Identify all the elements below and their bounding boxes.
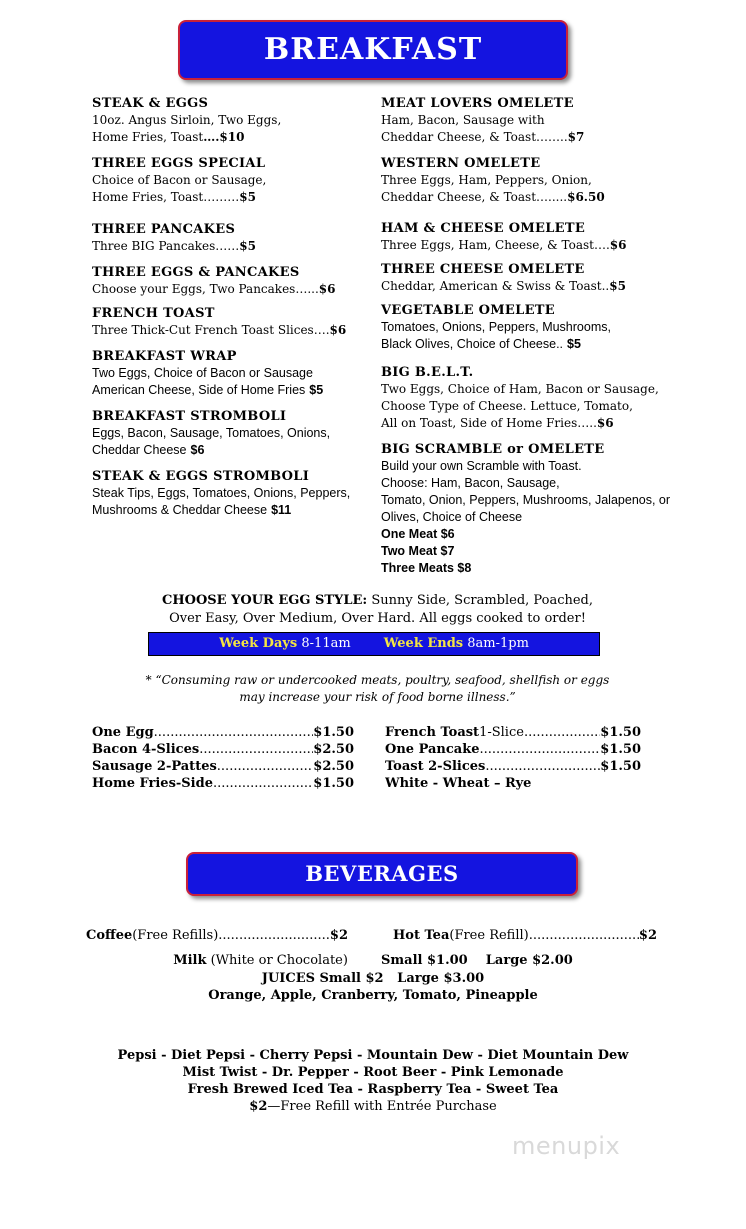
side-item-name: French Toast	[385, 725, 480, 740]
meat-option: Two Meat $7	[381, 544, 455, 558]
item-description	[381, 458, 681, 577]
hot-tea-row	[393, 927, 657, 944]
side-item-price: $2.50	[313, 742, 354, 757]
description-line: Build your own Scramble with Toast.	[381, 459, 582, 473]
soda-line-3-text: Fresh Brewed Iced Tea - Raspberry Tea - Sweet Tea	[187, 1082, 559, 1097]
side-item-price: $1.50	[313, 776, 354, 791]
item-description	[92, 172, 372, 206]
bread-options-row	[385, 775, 641, 792]
side-item-price: $1.50	[600, 759, 641, 774]
item-price: $5	[309, 383, 324, 397]
menu-item	[381, 365, 681, 432]
item-price: ….$10	[203, 130, 245, 144]
description-line: Tomato, Onion, Peppers, Mushrooms, Jalapenos, or	[381, 493, 671, 507]
juice-list	[0, 987, 746, 1004]
egg-style-label: CHOOSE YOUR EGG STYLE:	[161, 593, 368, 608]
egg-style-options-2: Over Easy, Over Medium, Over Hard. All eggs cooked to order!	[169, 611, 586, 626]
description-line: 10oz. Angus Sirloin, Two Eggs,	[92, 113, 282, 127]
breakfast-left-column	[92, 96, 372, 529]
side-item-row	[92, 758, 354, 775]
menu-item-scramble	[381, 442, 681, 577]
soda-price-row	[0, 1098, 746, 1115]
item-price: $5	[239, 190, 256, 204]
side-item-name: Sausage 2-Pattes	[92, 759, 217, 774]
watermark-logo: menupix	[512, 1132, 621, 1160]
side-item-row	[385, 758, 641, 775]
item-price: $5	[567, 337, 581, 351]
menu-item	[92, 306, 372, 339]
description-line: Steak Tips, Eggs, Tomatoes, Onions, Peppers,	[92, 486, 351, 500]
hot-tea-sub: (Free Refill)	[449, 928, 529, 943]
item-price: $6	[596, 416, 614, 430]
item-description	[92, 112, 372, 146]
side-item-row	[92, 741, 354, 758]
item-price: $6.50	[567, 190, 605, 204]
description-line: Two Eggs, Choice of Bacon or Sausage	[92, 366, 313, 380]
item-name: STEAK & EGGS	[92, 96, 209, 111]
juice-list-text: Orange, Apple, Cranberry, Tomato, Pineapple	[208, 988, 538, 1003]
milk-row	[0, 952, 746, 969]
description-line: Three BIG Pancakes……	[92, 239, 240, 253]
item-price: $11	[271, 503, 292, 517]
item-description	[92, 485, 372, 519]
bread-options: White - Wheat – Rye	[385, 776, 532, 791]
item-name: THREE CHEESE OMELETE	[381, 262, 585, 277]
description-line: All on Toast, Side of Home Fries…..	[381, 416, 597, 430]
description-line: Home Fries, Toast………	[92, 190, 240, 204]
warning-line-2: may increase your risk of food borne illness.”	[239, 690, 516, 704]
description-line: Cheddar Cheese, & Toast……..	[381, 130, 568, 144]
description-line: Three Eggs, Ham, Cheese, & Toast….	[381, 238, 610, 252]
milk-prices: Small $1.00 Large $2.00	[381, 953, 573, 968]
side-item-name: One Egg	[92, 725, 154, 740]
item-description	[381, 237, 681, 254]
meat-option: Three Meats $8	[381, 561, 472, 575]
egg-style-note	[120, 592, 635, 628]
juices-prices: JUICES Small $2 Large $3.00	[261, 971, 485, 986]
menu-item	[381, 96, 681, 146]
coffee-row	[86, 927, 348, 944]
item-name: VEGETABLE OMELETE	[381, 303, 555, 318]
weekends-time: 8am-1pm	[463, 636, 529, 651]
item-name: BREAKFAST STROMBOLI	[92, 409, 287, 424]
side-item-name: Home Fries-Side	[92, 776, 213, 791]
weekdays-label: Week Days	[219, 636, 298, 651]
coffee-price: $2	[329, 928, 348, 943]
item-price: $6	[329, 323, 347, 337]
description-line: Cheddar Cheese, & Toast….....	[381, 190, 568, 204]
side-item-row	[385, 741, 641, 758]
menu-item	[92, 265, 372, 298]
breakfast-title: BREAKFAST	[263, 32, 483, 67]
weekends-label: Week Ends	[383, 636, 464, 651]
side-item-price: $1.50	[600, 742, 641, 757]
breakfast-banner	[178, 20, 568, 80]
soda-price: $2	[249, 1099, 268, 1114]
item-name: WESTERN OMELETE	[381, 156, 541, 171]
item-price: $6	[190, 443, 205, 457]
description-line: Three Thick-Cut French Toast Slices….	[92, 323, 330, 337]
dot-leader	[485, 758, 600, 775]
description-line: Two Eggs, Choice of Ham, Bacon or Sausage,	[381, 382, 659, 396]
description-line: Choose: Ham, Bacon, Sausage,	[381, 476, 560, 490]
hours-bar	[148, 632, 600, 656]
soda-note: —Free Refill with Entrée Purchase	[267, 1099, 497, 1114]
menu-item	[92, 156, 372, 206]
description-line: Black Olives, Choice of Cheese..	[381, 337, 564, 351]
description-line: Eggs, Bacon, Sausage, Tomatoes, Onions,	[92, 426, 331, 440]
menu-item	[92, 349, 372, 399]
milk-name: Milk	[173, 953, 207, 968]
item-name: THREE EGGS SPECIAL	[92, 156, 266, 171]
item-description	[381, 278, 681, 295]
sides-right	[385, 724, 641, 792]
soda-line-2-text: Mist Twist - Dr. Pepper - Root Beer - Pink Lemonade	[182, 1065, 564, 1080]
item-name: MEAT LOVERS OMELETE	[381, 96, 574, 111]
food-warning	[120, 672, 635, 706]
weekdays-time: 8-11am	[297, 636, 351, 651]
soda-line-1-text: Pepsi - Diet Pepsi - Cherry Pepsi - Mountain Dew - Diet Mountain Dew	[117, 1048, 629, 1063]
side-item-row	[92, 775, 354, 792]
item-description	[381, 381, 681, 432]
coffee-name: Coffee	[86, 928, 133, 943]
description-line: Home Fries, Toast	[92, 130, 204, 144]
description-line: Cheddar Cheese	[92, 443, 187, 457]
soda-line-1	[0, 1047, 746, 1064]
hot-tea-price: $2	[638, 928, 657, 943]
item-name: HAM & CHEESE OMELETE	[381, 221, 586, 236]
dot-leader	[218, 927, 330, 944]
description-line: American Cheese, Side of Home Fries	[92, 383, 306, 397]
side-item-row	[385, 724, 641, 741]
item-description	[92, 238, 372, 255]
description-line: Tomatoes, Onions, Peppers, Mushrooms,	[381, 320, 611, 334]
beverages-banner	[186, 852, 578, 896]
item-description	[92, 425, 372, 459]
menu-item	[381, 303, 681, 353]
description-line: Choose your Eggs, Two Pancakes…...	[92, 282, 319, 296]
side-item-price: $2.50	[313, 759, 354, 774]
item-name: BIG SCRAMBLE or OMELETE	[381, 442, 605, 457]
menu-item	[92, 469, 372, 519]
description-line: Choose Type of Cheese. Lettuce, Tomato,	[381, 399, 633, 413]
soda-line-2	[0, 1064, 746, 1081]
dot-leader	[213, 775, 313, 792]
description-line: Olives, Choice of Cheese	[381, 510, 523, 524]
description-line: Ham, Bacon, Sausage with	[381, 113, 545, 127]
dot-leader	[217, 758, 313, 775]
item-price: $5	[239, 239, 256, 253]
menu-item	[381, 262, 681, 295]
item-price: $6	[609, 238, 627, 252]
item-description	[381, 172, 681, 206]
dot-leader	[154, 724, 314, 741]
dot-leader	[524, 724, 600, 741]
item-name: STEAK & EGGS STROMBOLI	[92, 469, 310, 484]
menu-item	[381, 221, 681, 254]
egg-style-options-1: Sunny Side, Scrambled, Poached,	[367, 593, 593, 608]
side-item-name: One Pancake	[385, 742, 480, 757]
item-name: THREE EGGS & PANCAKES	[92, 265, 300, 280]
description-line: Three Eggs, Ham, Peppers, Onion,	[381, 173, 592, 187]
dot-leader	[199, 741, 313, 758]
description-line: Cheddar, American & Swiss & Toast..	[381, 279, 610, 293]
menu-item	[92, 409, 372, 459]
side-item-name: Toast 2-Slices	[385, 759, 486, 774]
side-item-price: $1.50	[600, 725, 641, 740]
side-item-row	[92, 724, 354, 741]
item-name: FRENCH TOAST	[92, 306, 215, 321]
description-line: Mushrooms & Cheddar Cheese	[92, 503, 268, 517]
item-description	[92, 365, 372, 399]
item-price: $6	[318, 282, 336, 296]
milk-sub: (White or Chocolate)	[206, 953, 348, 968]
warning-line-1: * “Consuming raw or undercooked meats, poultry, seafood, shellfish or eggs	[145, 673, 610, 687]
item-description	[92, 281, 372, 298]
item-name: BIG B.E.L.T.	[381, 365, 474, 380]
menu-item	[92, 222, 372, 255]
item-name: THREE PANCAKES	[92, 222, 236, 237]
item-description	[381, 112, 681, 146]
dot-leader	[480, 741, 601, 758]
item-name: BREAKFAST WRAP	[92, 349, 237, 364]
item-price: $7	[567, 130, 585, 144]
meat-option: One Meat $6	[381, 527, 455, 541]
item-price: $5	[609, 279, 626, 293]
coffee-sub: (Free Refills)	[132, 928, 219, 943]
item-description	[92, 322, 372, 339]
hot-tea-name: Hot Tea	[393, 928, 450, 943]
breakfast-right-column	[381, 96, 681, 577]
side-item-sub: 1-Slice	[479, 725, 524, 740]
sides-left	[92, 724, 354, 792]
description-line: Choice of Bacon or Sausage,	[92, 173, 267, 187]
soda-line-3	[0, 1081, 746, 1098]
menu-item	[92, 96, 372, 146]
menu-item	[381, 156, 681, 206]
juices-row	[0, 970, 746, 987]
side-item-name: Bacon 4-Slices	[92, 742, 200, 757]
side-item-price: $1.50	[313, 725, 354, 740]
item-description	[381, 319, 681, 353]
dot-leader	[529, 927, 639, 944]
beverages-title: BEVERAGES	[305, 861, 459, 886]
